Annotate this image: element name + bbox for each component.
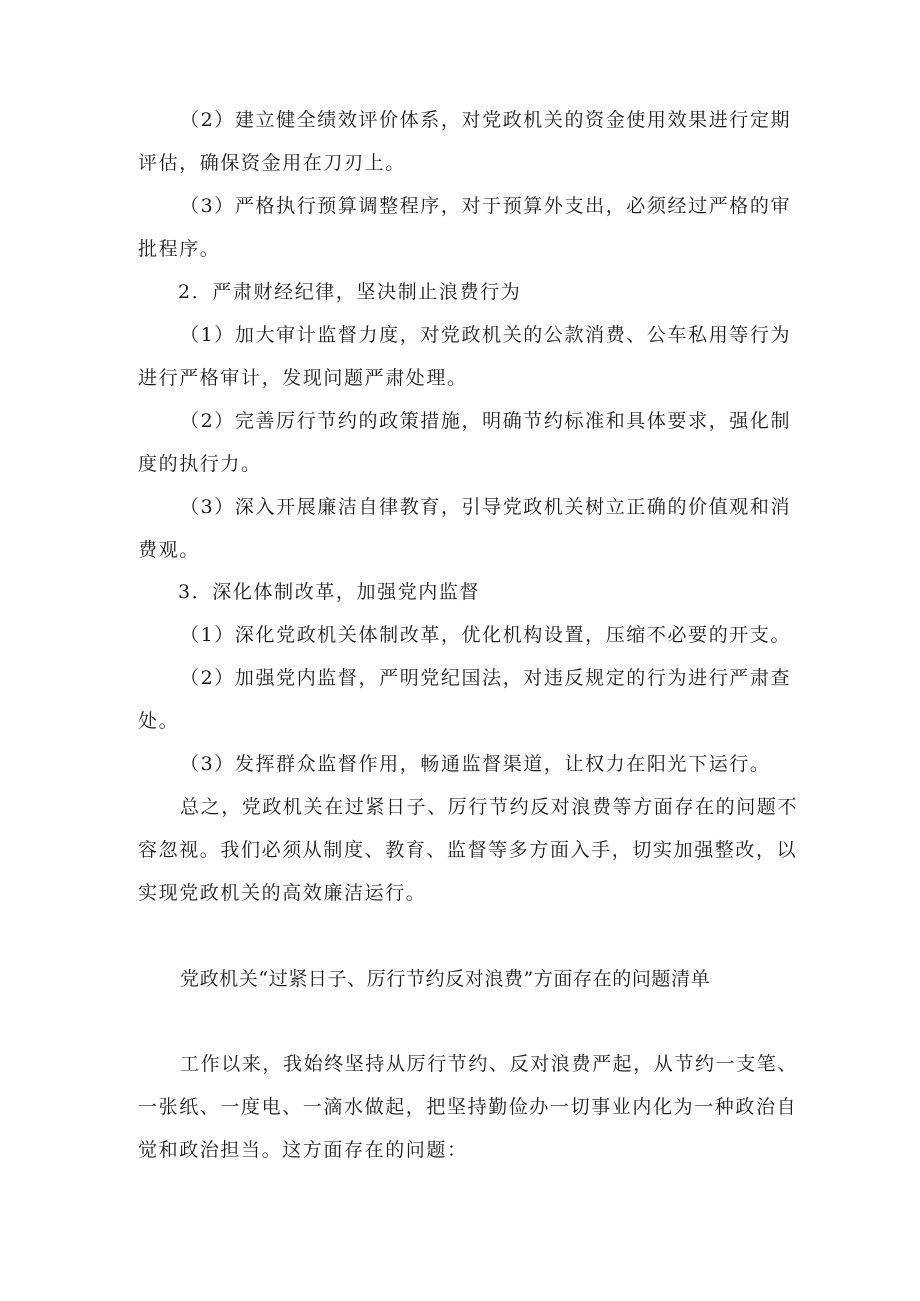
paragraph-line: 觉和政治担当。这方面存在的问题： <box>138 1139 468 1161</box>
paragraph-line: 实现党政机关的高效廉洁运行。 <box>138 882 427 904</box>
paragraph-line: （3）严格执行预算调整程序，对于预算外支出，必须经过严格的审 <box>180 195 792 217</box>
subsection-heading: 3．深化体制改革，加强党内监督 <box>178 581 481 603</box>
subsection-heading: 2．严肃财经纪律，坚决制止浪费行为 <box>178 281 522 303</box>
section-title: 党政机关“过紧日子、厉行节约反对浪费”方面存在的问题清单 <box>180 968 711 990</box>
paragraph-line: （3）深入开展廉洁自律教育，引导党政机关树立正确的价值观和消 <box>180 496 792 518</box>
paragraph-line: 处。 <box>138 710 180 732</box>
paragraph-line: 评估，确保资金用在刀刃上。 <box>138 152 406 174</box>
paragraph-line: （1）深化党政机关体制改革，优化机构设置，压缩不必要的开支。 <box>180 624 792 646</box>
paragraph-line: 工作以来，我始终坚持从厉行节约、反对浪费严起，从节约一支笔、 <box>180 1053 799 1075</box>
paragraph-line: 度的执行力。 <box>138 453 262 475</box>
paragraph-line: （1）加大审计监督力度，对党政机关的公款消费、公车私用等行为 <box>180 324 792 346</box>
paragraph-line: 总之，党政机关在过紧日子、厉行节约反对浪费等方面存在的问题不 <box>180 796 799 818</box>
paragraph-line: 费观。 <box>138 539 200 561</box>
paragraph-line: （2）加强党内监督，严明党纪国法，对违反规定的行为进行严肃查 <box>180 667 792 689</box>
paragraph-line: （2）建立健全绩效评价体系，对党政机关的资金使用效果进行定期 <box>180 109 792 131</box>
paragraph-line: 批程序。 <box>138 238 221 260</box>
paragraph-line: （3）发挥群众监督作用，畅通监督渠道，让权力在阳光下运行。 <box>180 753 771 775</box>
paragraph-line: 一张纸、一度电、一滴水做起，把坚持勤俭办一切事业内化为一种政治自 <box>138 1096 798 1118</box>
paragraph-line: 进行严格审计，发现问题严肃处理。 <box>138 367 468 389</box>
paragraph-line: （2）完善厉行节约的政策措施，明确节约标准和具体要求，强化制 <box>180 410 792 432</box>
paragraph-line: 容忽视。我们必须从制度、教育、监督等多方面入手，切实加强整改，以 <box>138 839 798 861</box>
